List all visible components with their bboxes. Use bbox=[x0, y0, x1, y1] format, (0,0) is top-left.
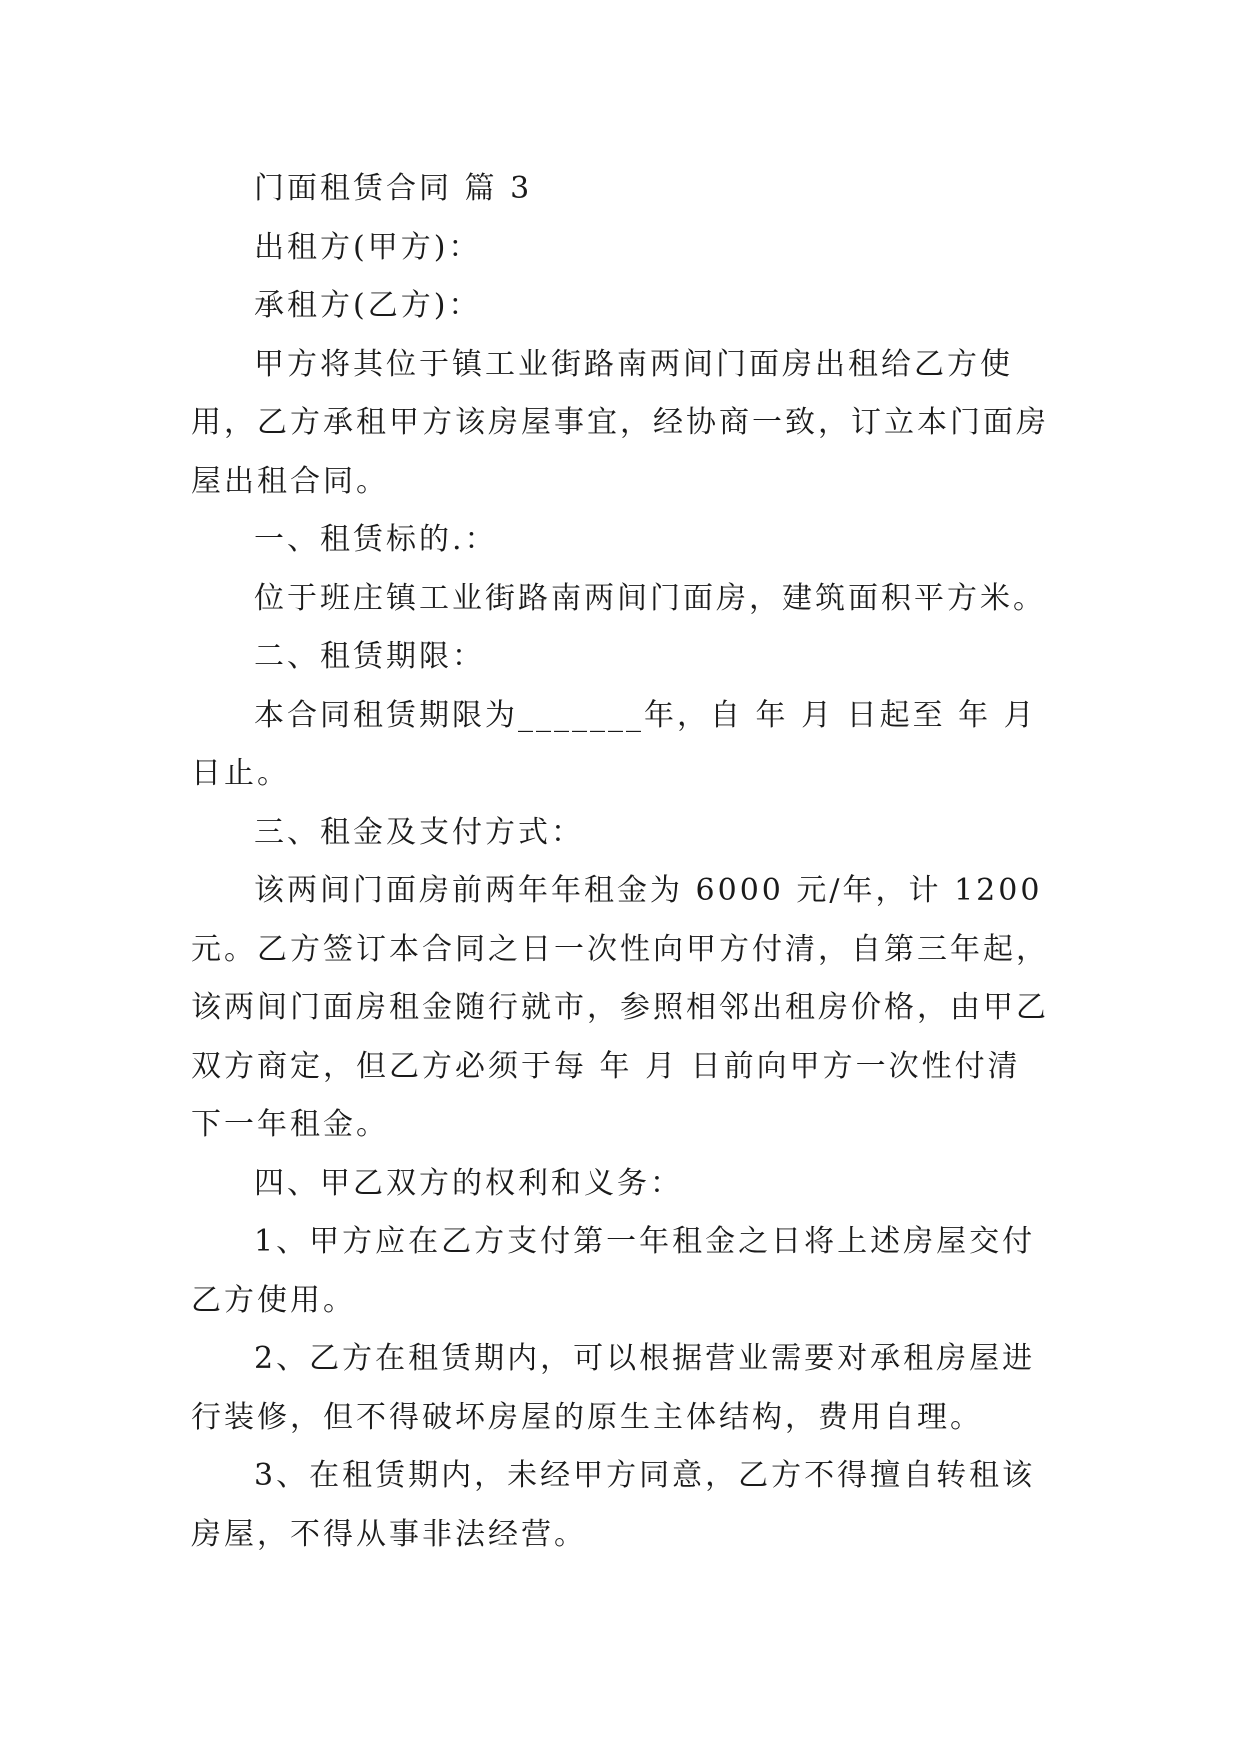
section-heading-4: 四、甲乙双方的权利和义务： bbox=[254, 1165, 683, 1201]
section-heading-3: 三、租金及支付方式： bbox=[254, 814, 584, 850]
section-heading-1: 一、租赁标的.： bbox=[254, 522, 498, 557]
document-title: 门面租赁合同 篇 3 bbox=[254, 171, 533, 206]
section-heading-2: 二、租赁期限： bbox=[254, 639, 485, 674]
clause-3-paragraph: 3、在租赁期内，未经甲方同意，乙方不得擅自转租该房屋，不得从事非法经营。 bbox=[191, 1458, 1036, 1552]
section-3-paragraph: 该两间门面房前两年年租金为 6000 元/年，计 1200 元。乙方签订本合同之日一次性向甲方付清，自第三年起，该两间门面房租金随行就市，参照相邻出租房价格，由甲乙双方商定，但乙方必须于每 年 月 日前向甲方一次性付清下一年租金。 bbox=[191, 873, 1049, 1142]
section-1-paragraph: 位于班庄镇工业街路南两间门面房，建筑面积平方米。 bbox=[254, 580, 1046, 616]
clause-2-paragraph: 2、乙方在租赁期内，可以根据营业需要对承租房屋进行装修，但不得破坏房屋的原生主体结构，费用自理。 bbox=[191, 1341, 1036, 1435]
document-body bbox=[191, 160, 1051, 1564]
lessor-line: 出租方(甲方)： bbox=[254, 229, 482, 265]
intro-paragraph: 甲方将其位于镇工业街路南两间门面房出租给乙方使用，乙方承租甲方该房屋事宜，经协商一致，订立本门面房屋出租合同。 bbox=[191, 346, 1049, 499]
lessee-line: 承租方(乙方)： bbox=[254, 288, 482, 323]
clause-1-paragraph: 1、甲方应在乙方支付第一年租金之日将上述房屋交付乙方使用。 bbox=[191, 1224, 1036, 1318]
section-2-paragraph: 本合同租赁期限为_______年，自 年 月 日起至 年 月日止。 bbox=[191, 697, 1037, 791]
